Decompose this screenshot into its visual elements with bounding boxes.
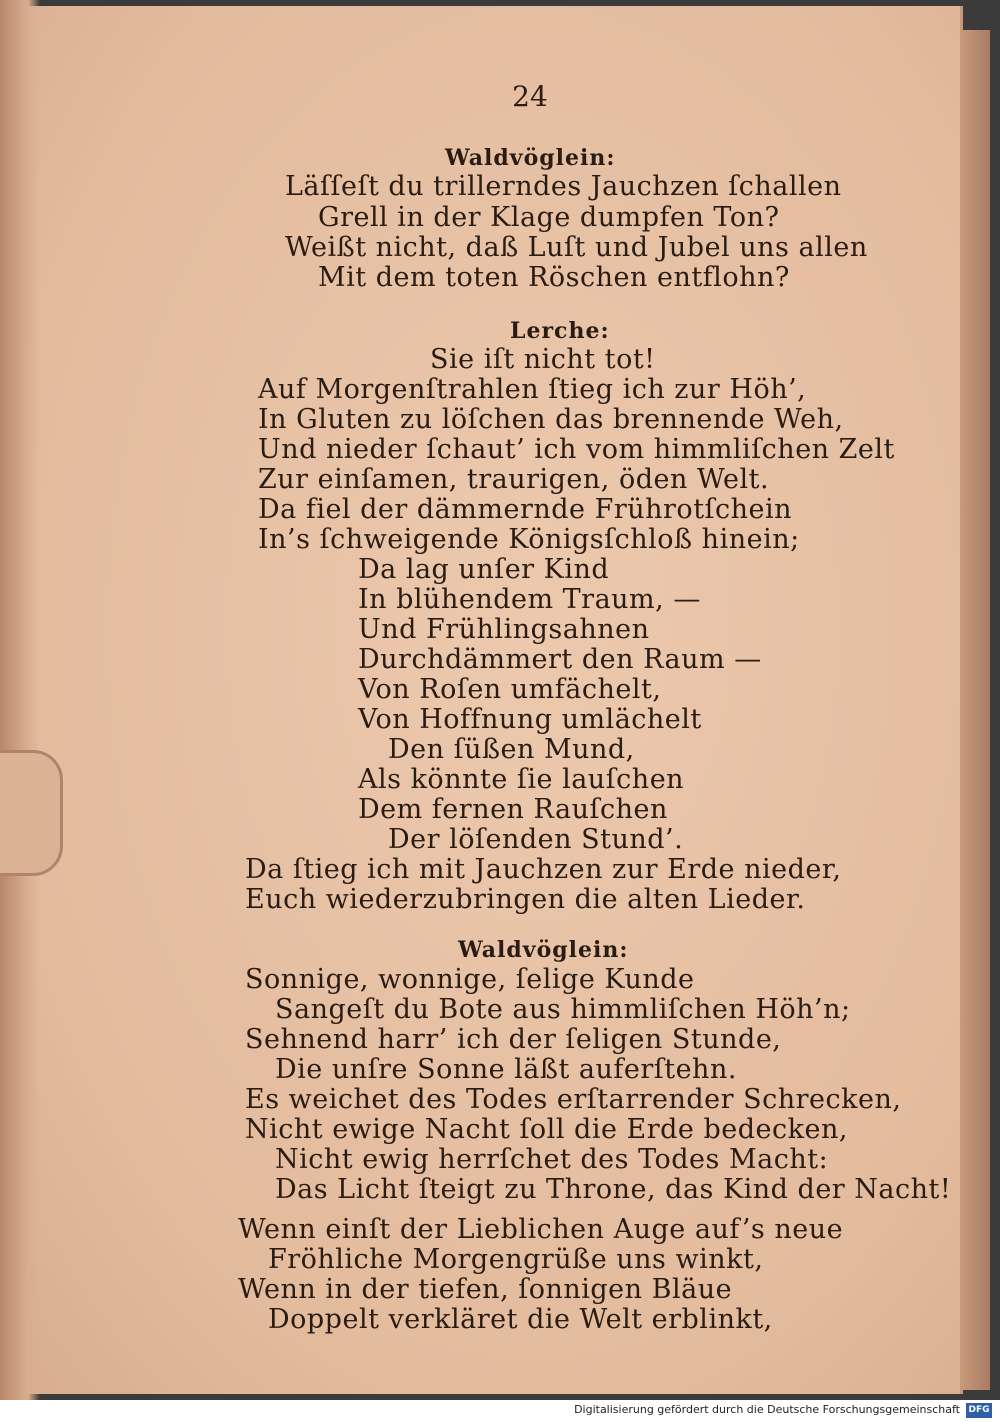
verse-line: Den ſüßen Mund, — [388, 734, 635, 765]
verse-line: In Gluten zu löſchen das brennende Weh, — [258, 404, 844, 435]
verse-line: Euch wiederzubringen die alten Lieder. — [245, 884, 806, 915]
verse-line: Das Licht ſteigt zu Throne, das Kind der Nacht! — [275, 1174, 952, 1205]
verse-line: Sie iſt nicht tot! — [430, 344, 656, 375]
verse-line: Die unſre Sonne läßt auferſtehn. — [275, 1054, 737, 1085]
page-number: 24 — [512, 80, 548, 113]
verse-line: Weißt nicht, daß Luſt und Jubel uns allen — [285, 232, 868, 263]
verse-line: Durchdämmert den Raum — — [358, 644, 762, 675]
verse-line: Von Hoffnung umlächelt — [358, 704, 702, 735]
verse-line: Auf Morgenſtrahlen ſtieg ich zur Höh’, — [258, 374, 807, 405]
speaker-label: Waldvöglein: — [445, 145, 616, 171]
verse-line: Der löſenden Stund’. — [388, 824, 684, 855]
verse-line: Da ſtieg ich mit Jauchzen zur Erde nieder, — [245, 854, 842, 885]
verse-line: Nicht ewige Nacht ſoll die Erde bedecken, — [245, 1114, 848, 1145]
verse-line: Fröhliche Morgengrüße uns winkt, — [268, 1244, 764, 1275]
verse-line: Sonnige, wonnige, ſelige Kunde — [245, 964, 695, 995]
verse-line: Doppelt verkläret die Welt erblinkt, — [268, 1304, 773, 1335]
speaker-label: Waldvöglein: — [458, 937, 629, 963]
verse-line: Von Roſen umfächelt, — [358, 674, 662, 705]
verse-line: Und Frühlingsahnen — [358, 614, 650, 645]
verse-line: Wenn in der tiefen, ſonnigen Bläue — [238, 1274, 733, 1305]
verse-line: Wenn einſt der Lieblichen Auge auf’s neue — [238, 1214, 844, 1245]
verse-line: In’s ſchweigende Königsſchloß hinein; — [258, 524, 800, 555]
footer-credit: Digitalisierung gefördert durch die Deutsche Forschungsgemeinschaft — [574, 1403, 960, 1416]
speaker-label: Lerche: — [510, 318, 610, 344]
footer-bar — [0, 1400, 1000, 1422]
verse-line: Grell in der Klage dumpfen Ton? — [318, 202, 780, 233]
verse-line: Es weichet des Todes erſtarrender Schrecken, — [245, 1084, 902, 1115]
spine-shadow — [0, 0, 40, 1400]
verse-line: Und nieder ſchaut’ ich vom himmliſchen Zelt — [258, 434, 895, 465]
verse-line: Als könnte ſie lauſchen — [358, 764, 685, 795]
verse-line: Sangeſt du Bote aus himmliſchen Höh’n; — [275, 994, 851, 1025]
dfg-logo: DFG — [966, 1403, 992, 1418]
verse-line: Läſſeſt du trillerndes Jauchzen ſchallen — [285, 171, 842, 202]
verse-line: Da lag unſer Kind — [358, 554, 610, 585]
verse-line: Sehnend harr’ ich der ſeligen Stunde, — [245, 1024, 782, 1055]
verse-line: In blühendem Traum, — — [358, 584, 701, 615]
verse-line: Mit dem toten Röschen entflohn? — [318, 262, 790, 293]
verse-line: Zur einſamen, traurigen, öden Welt. — [258, 464, 770, 495]
verse-line: Da fiel der dämmernde Frührotſchein — [258, 494, 793, 525]
verse-line: Dem fernen Rauſchen — [358, 794, 668, 825]
verse-line: Nicht ewig herrſchet des Todes Macht: — [275, 1144, 829, 1175]
bookmark-tab — [0, 750, 63, 876]
page-edge — [960, 30, 990, 1390]
